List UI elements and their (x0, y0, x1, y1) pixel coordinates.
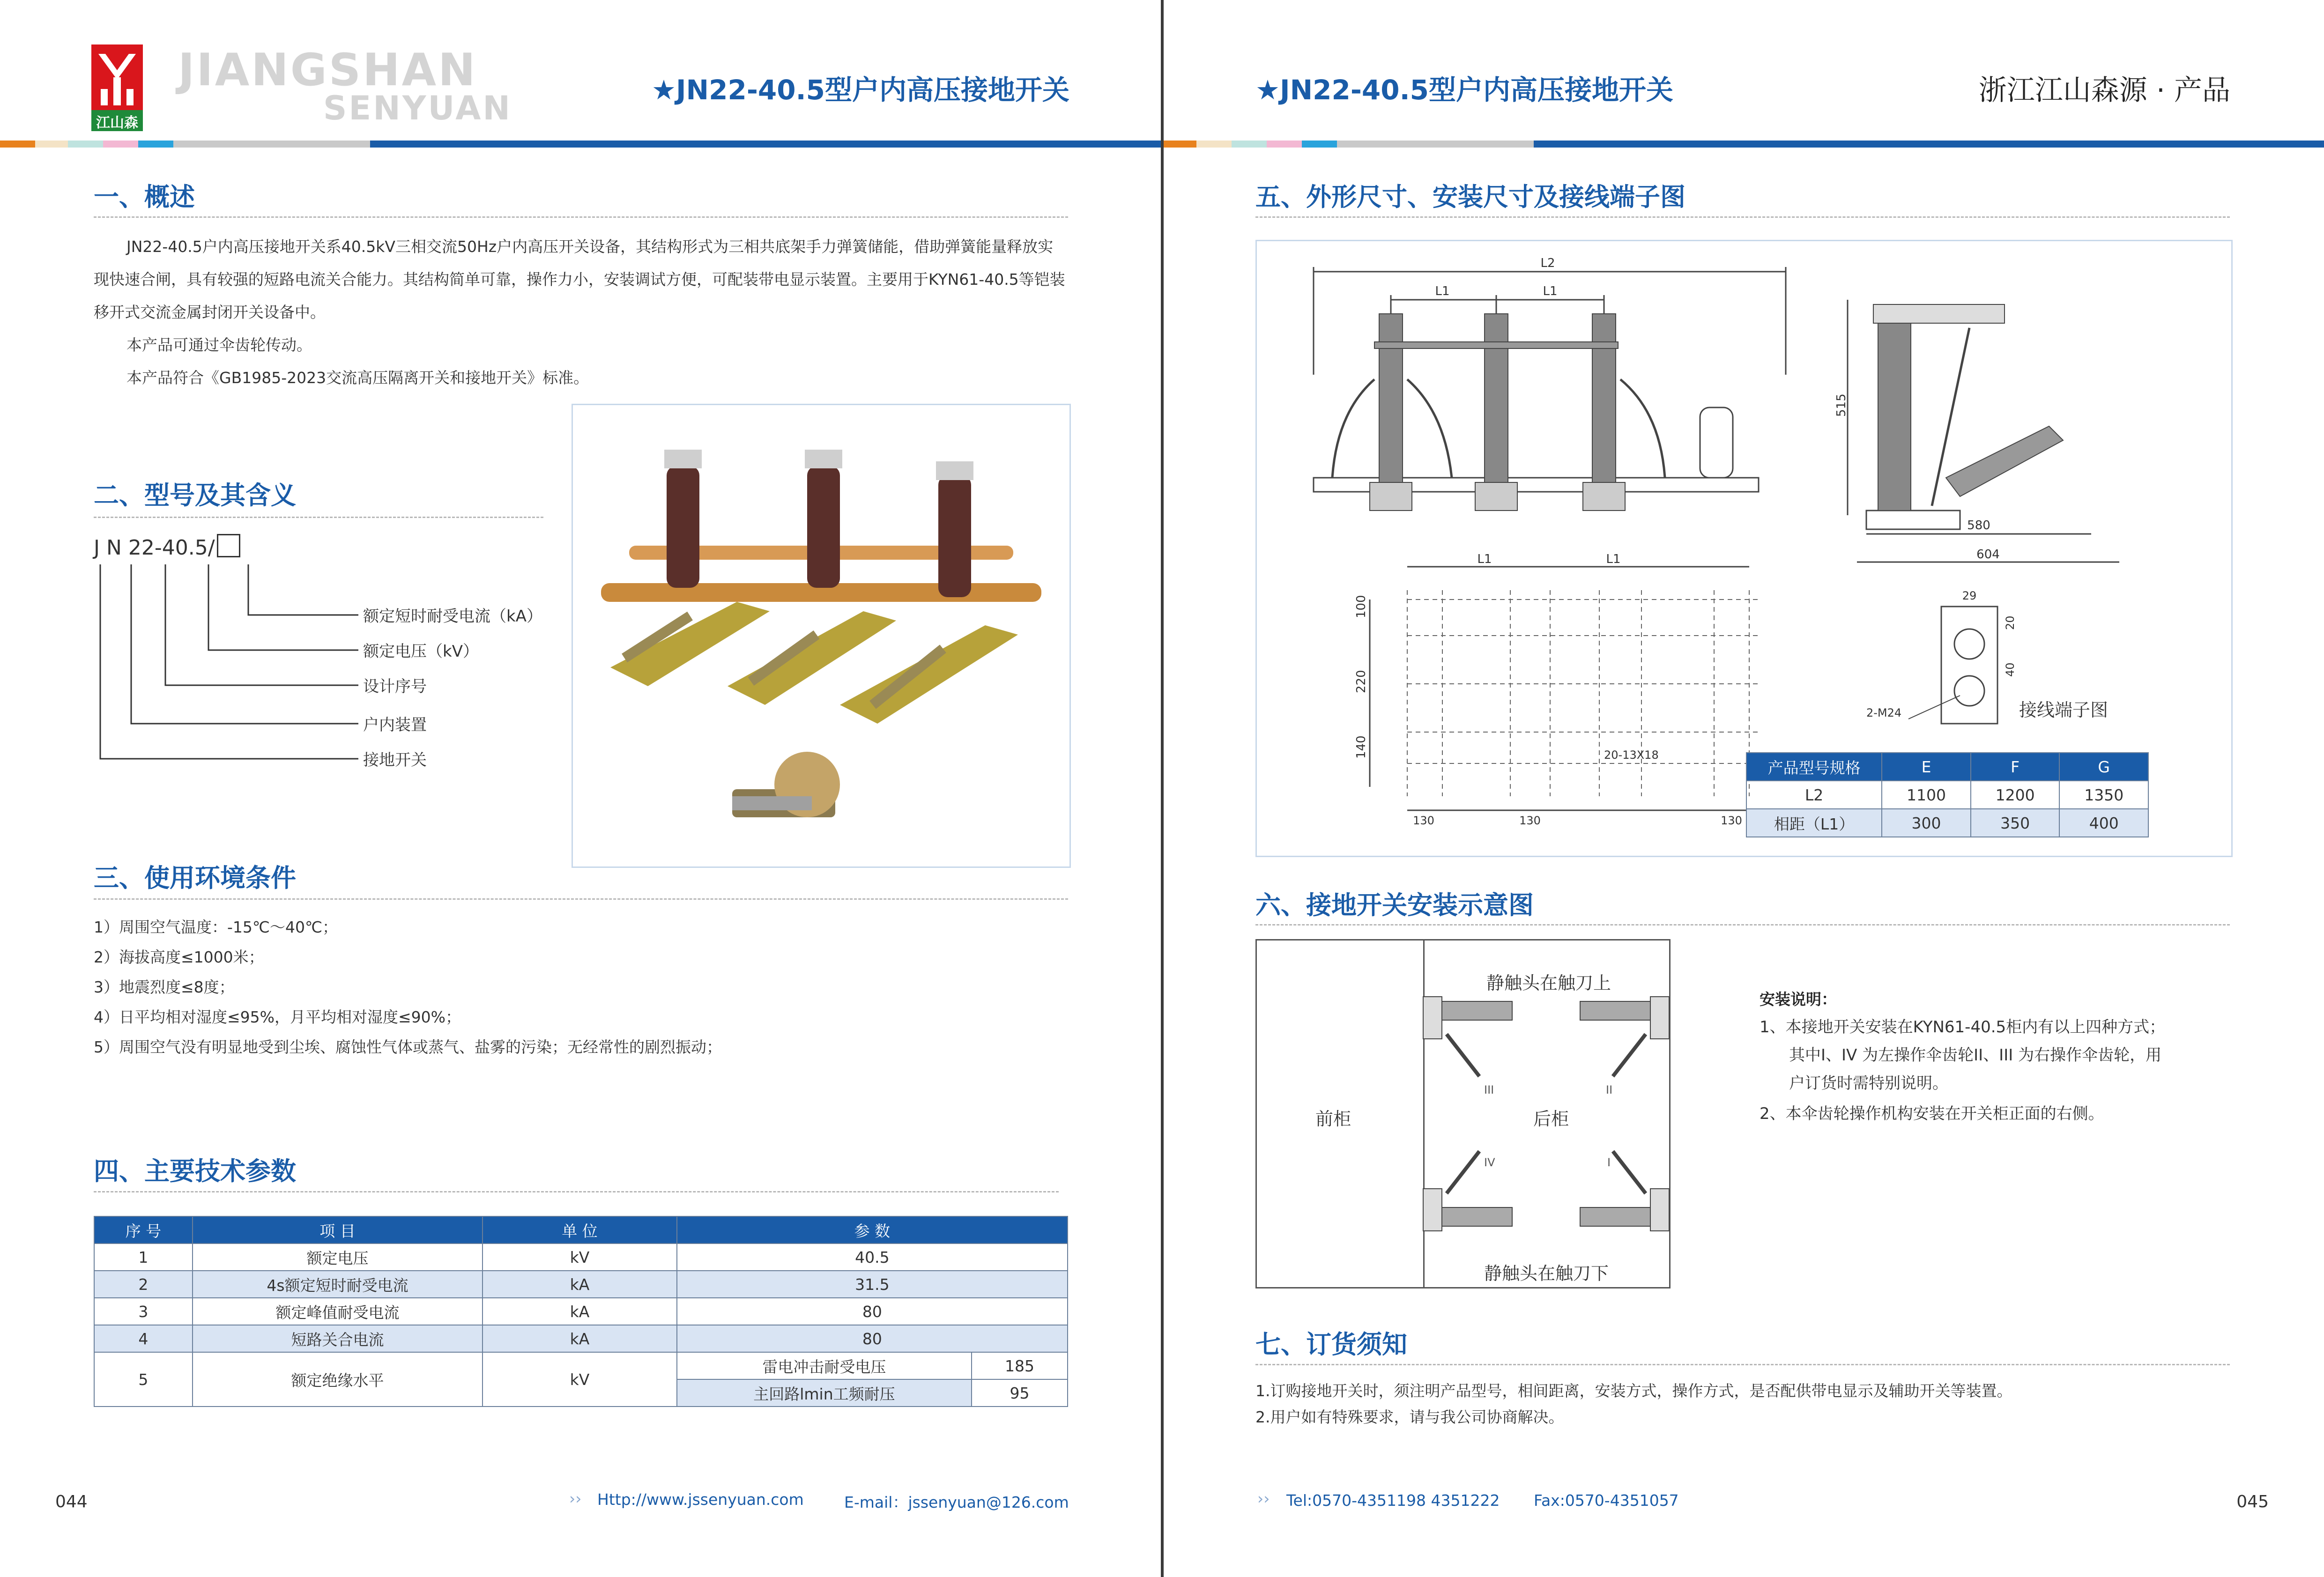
fax-number: Fax:0570-4351057 (1534, 1491, 1679, 1510)
spec-cell: 1100 (1882, 781, 1971, 809)
cell-subvalue: 95 (972, 1379, 1068, 1407)
front-view-drawing (1304, 258, 1819, 539)
install-switch-drawings (1423, 940, 1669, 1287)
terminal-29-label: 29 (1962, 589, 1977, 602)
dim-580-label: 580 (1967, 518, 1990, 533)
roman-ii: II (1606, 1083, 1613, 1096)
header-stripe-cyan (1302, 141, 1337, 148)
section-divider (94, 1191, 1059, 1192)
grid-130-label: 130 (1519, 814, 1541, 827)
section-title-dimensions: 五、外形尺寸、安装尺寸及接线端子图 (1255, 182, 1685, 212)
cell-value: 40.5 (677, 1244, 1068, 1271)
cell-unit: kV (483, 1244, 677, 1271)
section-title-overview: 一、概述 (94, 182, 195, 212)
terminal-40-label: 40 (2004, 662, 2017, 677)
header-stripe-mint (68, 141, 103, 148)
ordering-item-0: 1.订购接地开关时，须注明产品型号，相间距离，安装方式，操作方式，是否配供带电显示及辅助开关等装置。 (1255, 1382, 2012, 1400)
spec-cell: 300 (1882, 809, 1971, 837)
spec-header-g: G (2059, 753, 2148, 781)
environment-item-0: 1）周围空气温度：-15℃～40℃； (94, 918, 338, 936)
install-note-1: 1、本接地开关安装在KYN61-40.5柜内有以上四种方式； (1760, 1018, 2166, 1037)
cell-item: 短路关合电流 (193, 1325, 483, 1352)
environment-item-4: 5）周围空气没有明显地受到尘埃、腐蚀性气体或蒸气、盐雾的污染；无经常性的剧烈振动； (94, 1038, 722, 1056)
product-photo (572, 404, 1071, 868)
web-arrow-icon: ›› (569, 1489, 582, 1508)
grid-l1-label: L1 (1606, 552, 1621, 566)
spec-cell: 相距（L1） (1746, 809, 1882, 837)
header-stripe-cream (35, 141, 68, 148)
overview-paragraph-2: 本产品可通过伞齿轮传动。 (126, 336, 312, 354)
grid-220-label: 220 (1354, 670, 1368, 693)
model-meaning-1: 额定电压（kV） (363, 642, 479, 661)
section-divider (94, 898, 1068, 900)
terminal-20-label: 20 (2004, 615, 2017, 630)
spec-cell: 350 (1971, 809, 2060, 837)
model-meaning-3: 户内装置 (363, 716, 427, 734)
model-code-leaders (94, 560, 562, 775)
page-number-right: 045 (2236, 1492, 2269, 1511)
left-page (0, 0, 1161, 1577)
spec-header-model: 产品型号规格 (1746, 753, 1882, 781)
spec-cell: L2 (1746, 781, 1882, 809)
spec-header-e: E (1882, 753, 1971, 781)
table-row (94, 1352, 1068, 1379)
cell-no: 4 (94, 1325, 193, 1352)
page-title-right: ★JN22-40.5型户内高压接地开关 (1255, 74, 1674, 106)
section-title-parameters: 四、主要技术参数 (94, 1156, 296, 1186)
table-row (94, 1325, 1068, 1352)
right-page (1164, 0, 2324, 1577)
slot-label: 20-13X18 (1604, 748, 1659, 762)
table-header-row (1746, 753, 2148, 781)
cell-item: 额定峰值耐受电流 (193, 1298, 483, 1325)
table-row (94, 1271, 1068, 1298)
terminal-diagram-label: 接线端子图 (2019, 700, 2109, 720)
cell-unit: kA (483, 1271, 677, 1298)
section-divider (1255, 924, 2230, 925)
spec-header-f: F (1971, 753, 2060, 781)
top-contact-label: 静触头在触刀上 (1486, 973, 1611, 993)
side-view-drawing (1834, 290, 2133, 576)
cell-item: 4s额定短时耐受电流 (193, 1271, 483, 1298)
tel-arrow-icon: ›› (1257, 1489, 1270, 1508)
grid-130-label: 130 (1721, 814, 1742, 827)
rear-cabinet-label: 后柜 (1533, 1109, 1569, 1129)
cell-unit: kV (483, 1352, 677, 1407)
cell-item: 额定绝缘水平 (193, 1352, 483, 1407)
ordering-item-1: 2.用户如有特殊要求，请与我公司协商解决。 (1255, 1408, 1564, 1426)
dim-604-label: 604 (1976, 548, 2000, 562)
cell-value: 80 (677, 1325, 1068, 1352)
table-header-row (94, 1216, 1068, 1244)
install-note-1c: 户订货时需特别说明。 (1789, 1074, 1948, 1093)
section-divider (94, 517, 543, 518)
cell-value: 80 (677, 1298, 1068, 1325)
company-logo (91, 44, 143, 131)
company-name: 浙江江山森源 · 产品 (1978, 74, 2230, 107)
bottom-contact-label: 静触头在触刀下 (1484, 1263, 1609, 1284)
section-title-ordering: 七、订货须知 (1255, 1330, 1407, 1359)
dim-l2-label: L2 (1540, 256, 1555, 270)
overview-paragraph-3: 本产品符合《GB1985-2023交流高压隔离开关和接地开关》标准。 (126, 369, 589, 387)
grounding-switch-photo-icon (573, 405, 1069, 866)
cell-unit: kA (483, 1298, 677, 1325)
model-code-box (217, 534, 240, 557)
cell-no: 2 (94, 1271, 193, 1298)
email-link[interactable]: E-mail：jssenyuan@126.com (844, 1493, 1069, 1511)
table-row (94, 1298, 1068, 1325)
environment-item-1: 2）海拔高度≤1000米； (94, 948, 264, 966)
spec-cell: 1350 (2059, 781, 2148, 809)
roman-i: I (1607, 1156, 1611, 1169)
website-link[interactable]: Http://www.jssenyuan.com (597, 1490, 804, 1509)
cell-subitem: 雷电冲击耐受电压 (677, 1352, 972, 1379)
page-number-left: 044 (55, 1492, 88, 1511)
dim-l1-label: L1 (1543, 284, 1558, 298)
terminal-drawing (1908, 588, 2026, 738)
section-divider (1255, 216, 2230, 218)
header-stripe-pink (1267, 141, 1302, 148)
roman-iv: IV (1484, 1156, 1495, 1169)
model-meaning-0: 额定短时耐受电流（kA） (363, 607, 542, 626)
cell-value: 31.5 (677, 1271, 1068, 1298)
section-divider (1255, 1364, 2230, 1365)
cell-subvalue: 185 (972, 1352, 1068, 1379)
logo-text: 江山森 (96, 115, 138, 131)
model-code (94, 534, 240, 560)
grid-100-label: 100 (1354, 595, 1368, 618)
section-divider (94, 216, 1068, 218)
telephone-number: Tel:0570-4351198 4351222 (1286, 1491, 1500, 1510)
model-meaning-4: 接地开关 (363, 751, 427, 770)
model-meaning-2: 设计序号 (363, 677, 427, 696)
header-stripe-orange (1164, 141, 1196, 148)
header-no: 序 号 (94, 1216, 193, 1244)
cell-no: 3 (94, 1298, 193, 1325)
brand-name-line2: SENYUAN (323, 89, 512, 127)
section-title-model: 二、型号及其含义 (94, 481, 296, 510)
cell-subitem: 主回路lmin工频耐压 (677, 1379, 972, 1407)
cell-no: 1 (94, 1244, 193, 1271)
parameters-table (94, 1216, 1068, 1407)
front-cabinet-label: 前柜 (1315, 1109, 1351, 1129)
install-note-2: 2、本伞齿轮操作机构安装在开关柜正面的右侧。 (1760, 1104, 2104, 1123)
header-stripe-pink (103, 141, 138, 148)
mounting-hole-layout (1351, 553, 1754, 829)
header-stripe-grey (1337, 141, 1534, 148)
table-row (1746, 781, 2148, 809)
section-title-install: 六、接地开关安装示意图 (1255, 890, 1534, 920)
install-note-title: 安装说明： (1760, 990, 1837, 1008)
table-row (94, 1244, 1068, 1271)
install-note-1b: 其中I、IV 为左操作伞齿轮II、III 为右操作伞齿轮，用 (1789, 1046, 2162, 1065)
spec-cell: 400 (2059, 809, 2148, 837)
grid-140-label: 140 (1354, 735, 1368, 759)
page-title-left: ★JN22-40.5型户内高压接地开关 (651, 74, 1069, 106)
header-item: 项 目 (193, 1216, 483, 1244)
model-code-text: J N 22-40.5/ (94, 536, 215, 560)
overview-paragraph: JN22-40.5户内高压接地开关系40.5kV三相交流50Hz户内高压开关设备，其结构形式为三相共底架手力弹簧储能，借助弹簧能量释放实现快速合闸，具有较强的短路电流关合能力。其结构简单可靠，操作力小，安装调试方便，可配装带电显示装置。主要用于KYN61-40.5等铠装移开式交流金属封闭开关设备中。 (94, 237, 1065, 321)
dim-l1-label: L1 (1435, 284, 1450, 298)
roman-iii: III (1484, 1083, 1494, 1096)
spec-cell: 1200 (1971, 781, 2060, 809)
install-diagram (1255, 939, 1671, 1288)
header-value: 参 数 (677, 1216, 1068, 1244)
environment-item-2: 3）地震烈度≤8度； (94, 978, 235, 996)
section-title-environment: 三、使用环境条件 (94, 863, 296, 893)
header-stripe-grey (173, 141, 370, 148)
table-row (1746, 809, 2148, 837)
brand-name-line1: JIANGSHAN (178, 44, 477, 96)
bolt-label: 2-M24 (1866, 706, 1902, 719)
grid-l1-label: L1 (1477, 552, 1492, 566)
header-stripe-orange (0, 141, 35, 148)
header-unit: 单 位 (483, 1216, 677, 1244)
grid-130-label: 130 (1413, 814, 1434, 827)
header-stripe-cyan (138, 141, 173, 148)
header-stripe-cream (1196, 141, 1232, 148)
dim-515-label: 515 (1834, 393, 1849, 417)
spec-table (1746, 752, 2149, 837)
cell-no: 5 (94, 1352, 193, 1407)
environment-item-3: 4）日平均相对湿度≤95%，月平均相对湿度≤90%； (94, 1008, 461, 1026)
cell-item: 额定电压 (193, 1244, 483, 1271)
header-stripe-mint (1232, 141, 1267, 148)
cell-unit: kA (483, 1325, 677, 1352)
